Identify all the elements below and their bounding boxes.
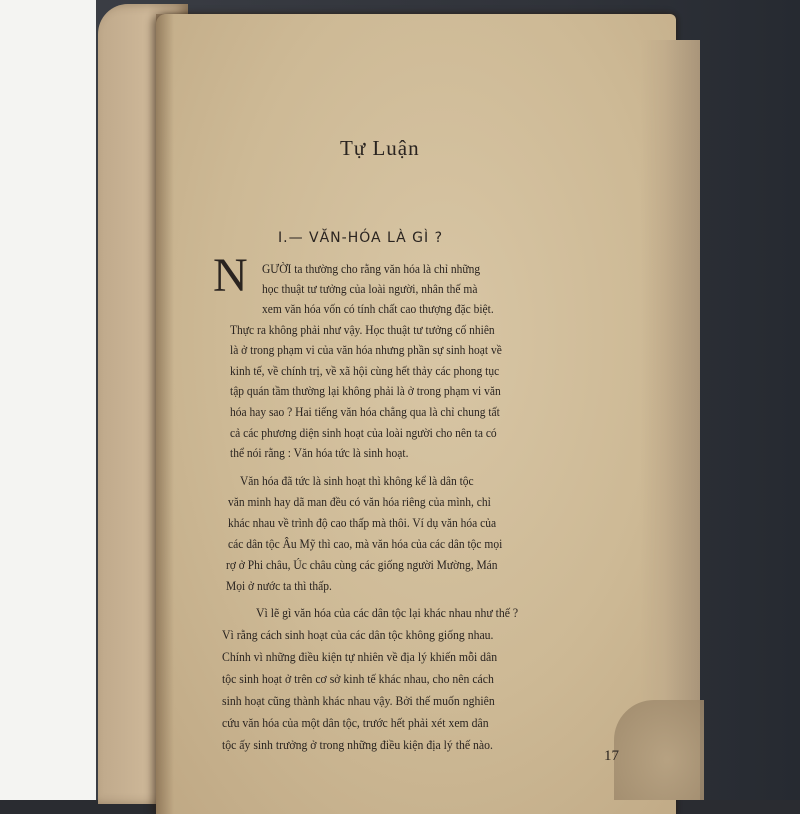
text-line: sinh hoạt cũng thành khác nhau vậy. Bởi thế muốn nghiên bbox=[222, 694, 495, 708]
drop-cap: N bbox=[213, 249, 248, 302]
text-line: tộc sinh hoạt ở trên cơ sở kinh tế khác nhau, cho nên cách bbox=[222, 672, 494, 686]
text-line: xem văn hóa vốn có tính chất cao thượng đặc biệt. bbox=[262, 302, 494, 316]
text-line: Vì rằng cách sinh hoạt của các dân tộc không giống nhau. bbox=[222, 628, 494, 642]
text-line: văn minh hay dã man đều có văn hóa riêng của mình, chỉ bbox=[228, 495, 491, 509]
text-line: rợ ở Phi châu, Úc châu cùng các giống người Mường, Mán bbox=[226, 558, 498, 572]
page-right-edge bbox=[640, 40, 700, 800]
text-line: Vì lẽ gì văn hóa của các dân tộc lại khác nhau như thế ? bbox=[256, 606, 519, 620]
section-heading: I.— VĂN-HÓA LÀ GÌ ? bbox=[278, 230, 444, 246]
text-line: hóa hay sao ? Hai tiếng văn hóa chẳng qua là chỉ chung tất bbox=[230, 405, 500, 419]
text-line: cả các phương diện sinh hoạt của loài người cho nên ta có bbox=[230, 426, 497, 440]
text-line: Thực ra không phải như vậy. Học thuật tư tưởng cố nhiên bbox=[230, 323, 495, 337]
text-line: khác nhau về trình độ cao thấp mà thôi. Ví dụ văn hóa của bbox=[228, 516, 497, 530]
text-line: Chính vì những điều kiện tự nhiên về địa lý khiến mỗi dân bbox=[222, 650, 498, 664]
chapter-title: Tự Luận bbox=[340, 136, 420, 160]
text-line: Văn hóa đã tức là sinh hoạt thì không kể là dân tộc bbox=[240, 474, 474, 488]
text-line: Mọi ở nước ta thì thấp. bbox=[226, 579, 332, 593]
page-number: 17 bbox=[604, 748, 619, 764]
text-line: tập quán tầm thường lại không phải là ở trong phạm vi văn bbox=[230, 384, 501, 398]
text-line: GƯỜI ta thường cho rằng văn hóa là chỉ những bbox=[262, 262, 481, 276]
text-line: cứu văn hóa của một dân tộc, trước hết phải xét xem dân bbox=[222, 716, 489, 730]
text-line: học thuật tư tưởng của loài người, nhân thế mà bbox=[262, 282, 478, 296]
worn-corner bbox=[614, 700, 704, 800]
text-line: kinh tế, về chính trị, về xã hội cùng hết thảy các phong tục bbox=[230, 364, 500, 378]
text-line: là ở trong phạm vi của văn hóa nhưng phần sự sinh hoạt về bbox=[230, 343, 502, 357]
text-line: tộc ấy sinh trưởng ở trong những điều kiện địa lý thế nào. bbox=[222, 738, 493, 752]
page-spine-shadow bbox=[156, 14, 174, 814]
text-line: các dân tộc Âu Mỹ thì cao, mà văn hóa của các dân tộc mọi bbox=[228, 537, 503, 551]
text-line: thể nói rằng : Văn hóa tức là sinh hoạt. bbox=[230, 446, 409, 460]
